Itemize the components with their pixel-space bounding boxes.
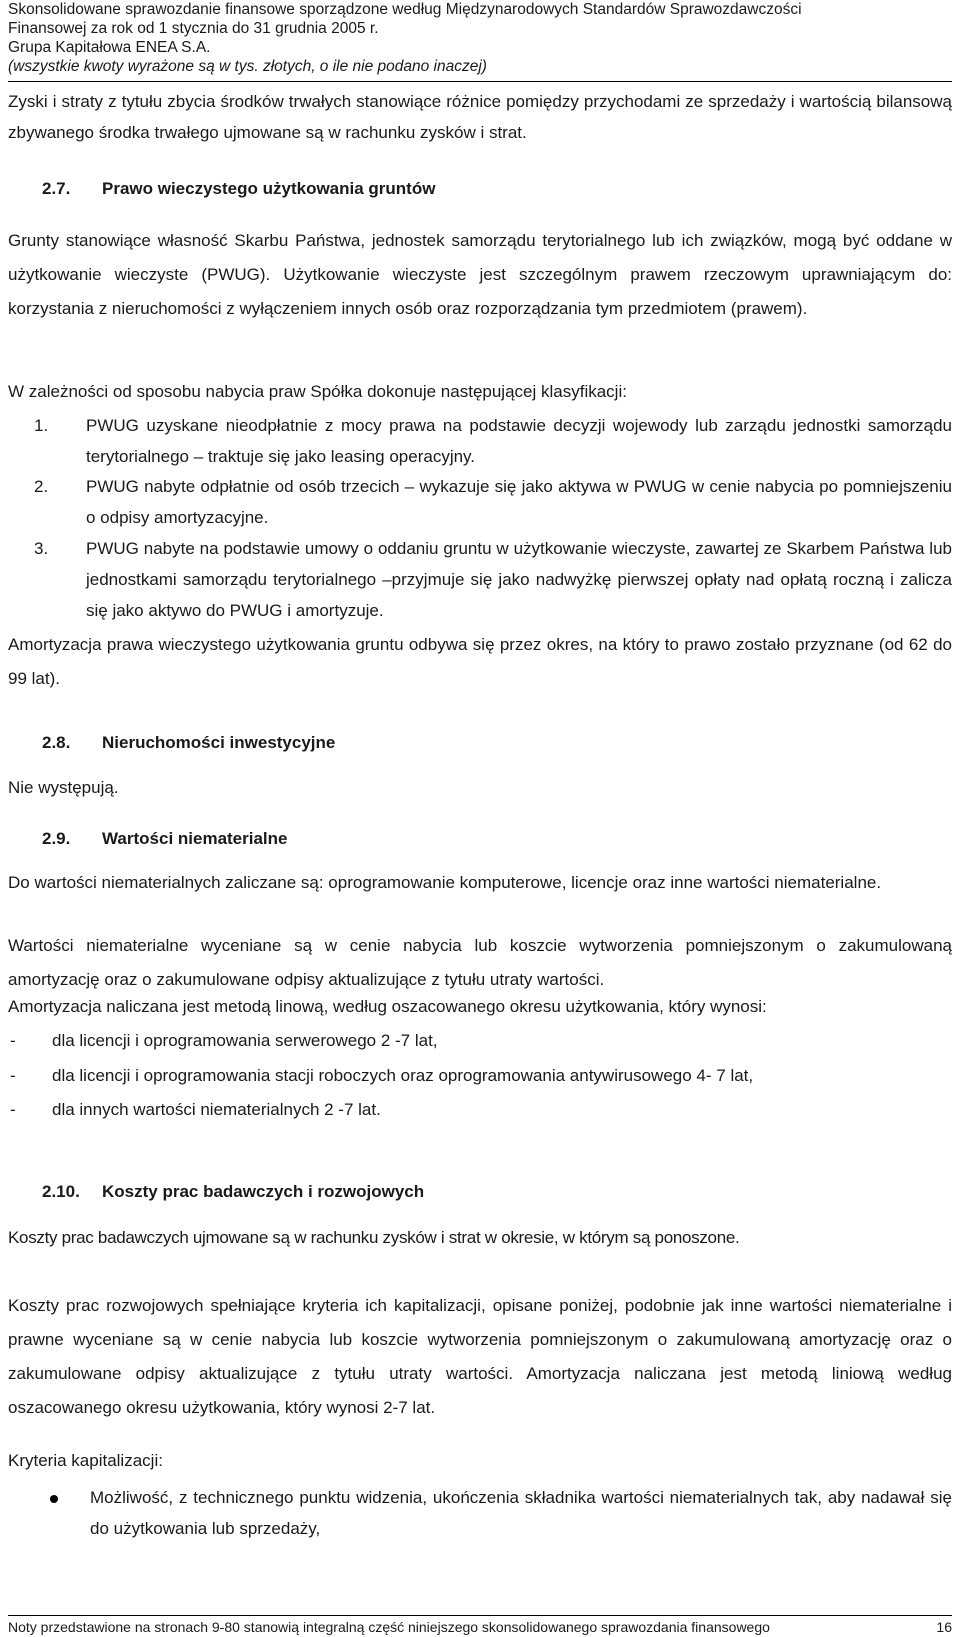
section-number: 2.10. — [42, 1182, 80, 1201]
s29-paragraph-2: Wartości niematerialne wyceniane są w cenie nabycia lub koszcie wytworzenia pomniejszonym o zakumulowaną amortyzację oraz o zakumulowane odpisy aktualizujące z tytułu utraty wartości. — [8, 936, 952, 989]
intro-paragraph: Zyski i straty z tytułu zbycia środków trwałych stanowiące różnice pomiędzy przychodami ze sprzedaży i wartością bilansową zbywanego środka trwałego ujmowane są w rachunku zysków i strat. — [8, 92, 952, 142]
item-number: 1. — [34, 416, 49, 435]
item-number: 2. — [34, 477, 49, 496]
dash-marker: - — [10, 1100, 16, 1119]
header-line-3: Grupa Kapitałowa ENEA S.A. — [8, 39, 211, 56]
bullet-icon — [50, 1495, 58, 1503]
list-item-text: Możliwość, z technicznego punktu widzenia, ukończenia składnika wartości niematerialnych tak, aby nadawał się do użytkowania lub sprzedaży, — [90, 1488, 952, 1538]
section-title: Koszty prac badawczych i rozwojowych — [102, 1182, 425, 1201]
page-footer — [8, 1618, 952, 1636]
footer-divider — [8, 1615, 952, 1616]
section-title: Nieruchomości inwestycyjne — [102, 733, 336, 752]
s210-paragraph-1: Koszty prac badawczych ujmowane są w rachunku zysków i strat w okresie, w którym są ponoszone. — [8, 1228, 740, 1247]
classification-item-2 — [34, 471, 952, 533]
s27-paragraph-2: W zależności od sposobu nabycia praw Spółka dokonuje następującej klasyfikacji: — [8, 382, 627, 401]
amortization-list-item — [10, 1097, 381, 1123]
s210-paragraph-3: Kryteria kapitalizacji: — [8, 1451, 163, 1470]
header-divider — [8, 81, 952, 82]
s28-paragraph: Nie występują. — [8, 778, 119, 797]
list-item-text: dla licencji i oprogramowania serwerowego 2 -7 lat, — [52, 1031, 438, 1050]
section-number: 2.9. — [42, 829, 71, 848]
header-note: (wszystkie kwoty wyrażone są w tys. złotych, o ile nie podano inaczej) — [8, 58, 487, 75]
s27-paragraph-1: Grunty stanowiące własność Skarbu Państwa, jednostek samorządu terytorialnego lub ich związków, mogą być oddane w użytkowanie wieczyste (PWUG). Użytkowanie wieczyste jest szczególnym prawem rzeczowym uprawniającym do: korzystania z nieruchomości z wyłączeniem innych osób oraz rozporządzania tym przedmiotem (prawem). — [8, 231, 952, 318]
s29-paragraph-1: Do wartości niematerialnych zaliczane są: oprogramowanie komputerowe, licencje oraz inne wartości niematerialne. — [8, 873, 882, 892]
s29-paragraph-3: Amortyzacja naliczana jest metodą linową, według oszacowanego okresu użytkowania, który wynosi: — [8, 997, 767, 1016]
section-number: 2.7. — [42, 179, 71, 198]
section-title: Wartości niematerialne — [102, 829, 288, 848]
section-2-10-heading — [42, 1180, 424, 1204]
dash-marker: - — [10, 1031, 16, 1050]
s27-paragraph-3: Amortyzacja prawa wieczystego użytkowania gruntu odbywa się przez okres, na który to prawo zostało przyznane (od 62 do 99 lat). — [8, 635, 952, 688]
dash-marker: - — [10, 1066, 16, 1085]
item-text: PWUG nabyte na podstawie umowy o oddaniu gruntu w użytkowanie wieczyste, zawartej ze Skarbem Państwa lub jednostkami samorządu terytorialnego –przyjmuje się jako nadwyżkę pierwszej opłaty nad opłatą roczną i zalicza się jako aktywo do PWUG i amortyzuje. — [86, 539, 952, 620]
page-header — [8, 0, 952, 77]
section-number: 2.8. — [42, 733, 71, 752]
criteria-list-item — [90, 1482, 952, 1544]
item-text: PWUG nabyte odpłatnie od osób trzecich – wykazuje się jako aktywa w PWUG w cenie nabycia po pomniejszeniu o odpisy amortyzacyjne. — [86, 477, 952, 527]
list-item-text: dla licencji i oprogramowania stacji roboczych oraz oprogramowania antywirusowego 4- 7 lat, — [52, 1066, 754, 1085]
list-item-text: dla innych wartości niematerialnych 2 -7 lat. — [52, 1100, 381, 1119]
section-2-9-heading — [42, 827, 288, 851]
footer-note: Noty przedstawione na stronach 9-80 stanowią integralną część niniejszego skonsolidowanego sprawozdania finansowego — [8, 1619, 770, 1635]
amortization-list-item — [10, 1063, 754, 1089]
item-text: PWUG uzyskane nieodpłatnie z mocy prawa na podstawie decyzji wojewody lub zarządu jednostki samorządu terytorialnego – traktuje się jako leasing operacyjny. — [86, 416, 952, 466]
header-line-1: Skonsolidowane sprawozdanie finansowe sporządzone według Międzynarodowych Standardów Sprawozdawczości — [8, 1, 802, 18]
section-2-7-heading — [42, 177, 435, 201]
page-number: 16 — [936, 1619, 952, 1635]
header-line-2: Finansowej za rok od 1 stycznia do 31 grudnia 2005 r. — [8, 20, 379, 37]
classification-item-3 — [34, 533, 952, 626]
item-number: 3. — [34, 539, 49, 558]
amortization-list-item — [10, 1028, 438, 1054]
s210-paragraph-2: Koszty prac rozwojowych spełniające kryteria ich kapitalizacji, opisane poniżej, podobnie jak inne wartości niematerialne i prawne wyceniane są w cenie nabycia lub koszcie wytworzenia pomniejszonym o zakumulowaną amortyzację oraz o zakumulowane odpisy aktualizujące z tytułu utraty wartości. Amortyzacja naliczana jest metodą liniową według oszacowanego okresu użytkowania, który wynosi 2-7 lat. — [8, 1296, 952, 1417]
classification-item-1 — [34, 410, 952, 472]
section-2-8-heading — [42, 731, 335, 755]
section-title: Prawo wieczystego użytkowania gruntów — [102, 179, 436, 198]
